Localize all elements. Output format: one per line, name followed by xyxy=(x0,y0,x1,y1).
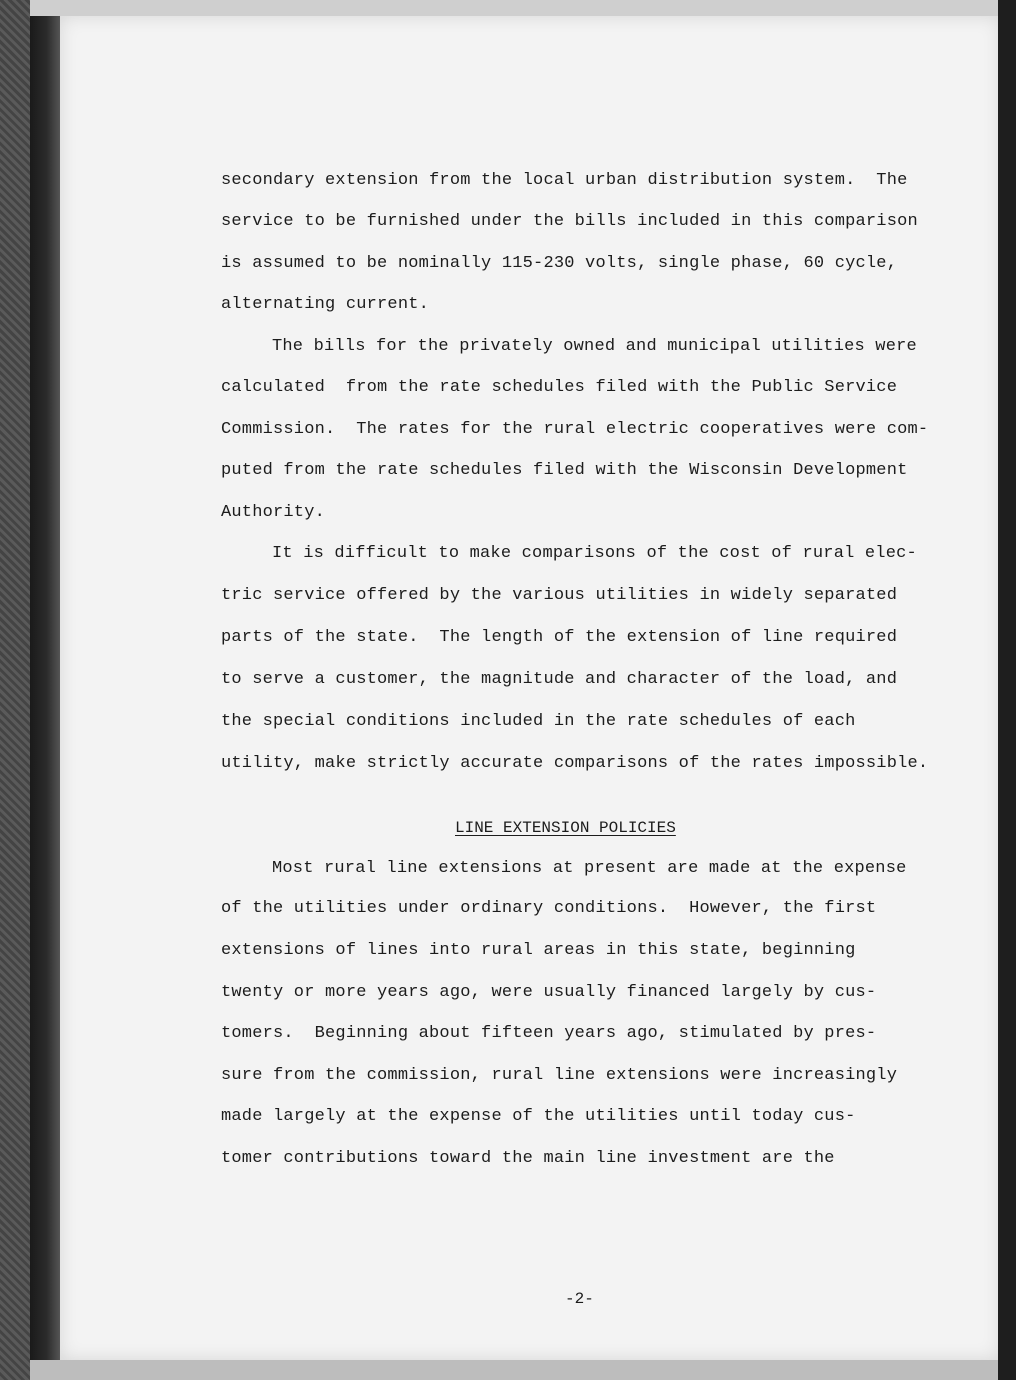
binding-edge xyxy=(30,16,60,1366)
page-number: -2- xyxy=(565,1290,594,1308)
paragraph-3-line-3: parts of the state. The length of the extension of line required xyxy=(221,628,898,647)
paragraph-4-line-7: made largely at the expense of the utilities until today cus- xyxy=(221,1107,856,1126)
paragraph-2-line-3: Commission. The rates for the rural electric cooperatives were com- xyxy=(221,420,929,439)
paragraph-1-line-1: secondary extension from the local urban distribution system. The xyxy=(221,171,908,190)
scan-right-border xyxy=(998,0,1016,1380)
paragraph-4-line-3: extensions of lines into rural areas in this state, beginning xyxy=(221,941,856,960)
paragraph-1-line-2: service to be furnished under the bills included in this comparison xyxy=(221,212,918,231)
page-top-edge xyxy=(30,0,998,16)
scan-left-border xyxy=(0,0,30,1380)
paragraph-4-line-6: sure from the commission, rural line extensions were increasingly xyxy=(221,1066,898,1085)
paragraph-3-line-2: tric service offered by the various utilities in widely separated xyxy=(221,586,898,605)
section-heading: LINE EXTENSION POLICIES xyxy=(455,819,676,837)
paragraph-4-line-2: of the utilities under ordinary conditions. However, the first xyxy=(221,899,877,918)
paragraph-2-line-1: The bills for the privately owned and municipal utilities were xyxy=(272,337,917,356)
paragraph-3-line-5: the special conditions included in the rate schedules of each xyxy=(221,712,856,731)
paragraph-4-line-8: tomer contributions toward the main line investment are the xyxy=(221,1149,835,1168)
paragraph-4-line-5: tomers. Beginning about fifteen years ago, stimulated by pres- xyxy=(221,1024,877,1043)
paragraph-1-line-4: alternating current. xyxy=(221,295,430,314)
paragraph-3-line-4: to serve a customer, the magnitude and character of the load, and xyxy=(221,670,898,689)
paragraph-2-line-4: puted from the rate schedules filed with the Wisconsin Development xyxy=(221,461,908,480)
paragraph-4-line-4: twenty or more years ago, were usually financed largely by cus- xyxy=(221,983,877,1002)
paragraph-2-line-2: calculated from the rate schedules filed with the Public Service xyxy=(221,378,898,397)
paragraph-2-line-5: Authority. xyxy=(221,503,326,522)
paragraph-4-line-1: Most rural line extensions at present are made at the expense xyxy=(272,859,907,878)
page-bottom-edge xyxy=(30,1360,998,1380)
paragraph-1-line-3: is assumed to be nominally 115-230 volts, single phase, 60 cycle, xyxy=(221,254,898,273)
paragraph-3-line-1: It is difficult to make comparisons of the cost of rural elec- xyxy=(272,544,917,563)
paragraph-3-line-6: utility, make strictly accurate comparisons of the rates impossible. xyxy=(221,754,929,773)
